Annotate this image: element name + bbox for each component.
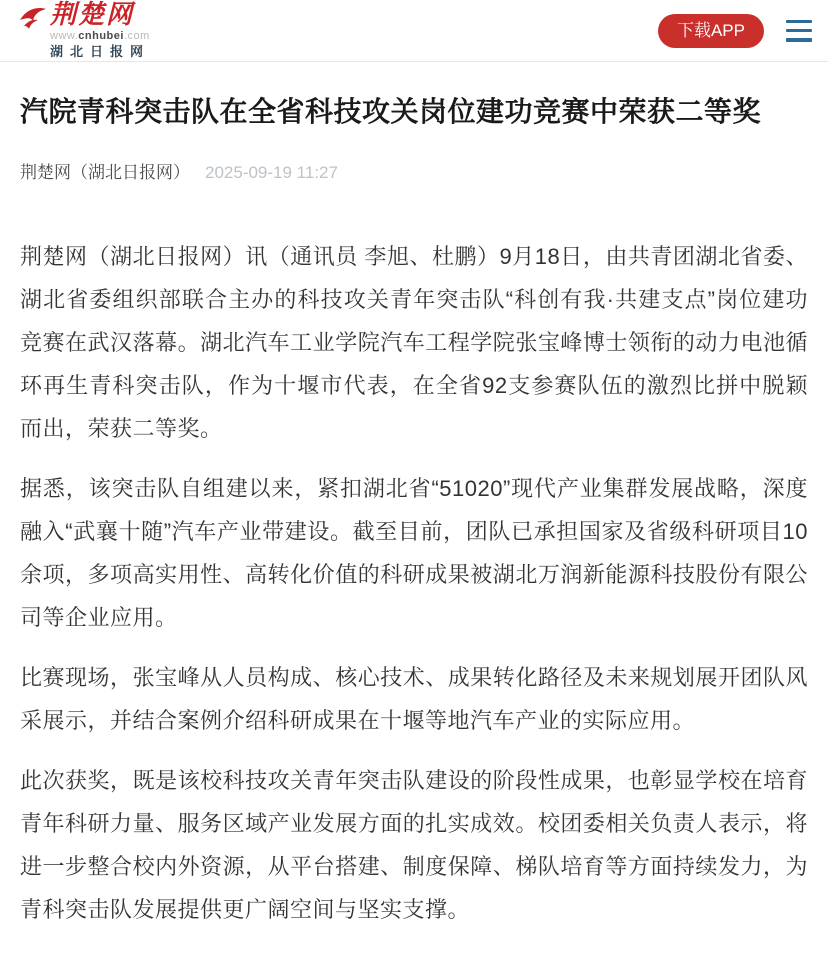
- site-logo[interactable]: [18, 2, 150, 59]
- logo-bird-icon: [18, 6, 48, 37]
- logo-url-domain: cnhubei: [78, 30, 124, 42]
- download-app-button[interactable]: 下载APP: [658, 14, 764, 48]
- article-timestamp: 2025-09-19 11:27: [205, 163, 338, 182]
- menu-bar: [786, 29, 812, 33]
- article-page: [0, 94, 828, 961]
- article-source: 荆楚网（湖北日报网）: [20, 163, 190, 182]
- logo-site-name: 荆楚网: [50, 0, 135, 30]
- article-paragraph: 此次获奖，既是该校科技攻关青年突击队建设的阶段性成果，也彰显学校在培育青年科研力量、服务区域产业发展方面的扎实成效。校团委相关负责人表示，将进一步整合校内外资源，从平台搭建、制度保障、梯队培育等方面持续发力，为青科突击队发展提供更广阔空间与坚实支撑。: [20, 768, 808, 922]
- logo-url-com: .com: [123, 30, 150, 42]
- article-paragraph: 据悉，该突击队自组建以来，紧扣湖北省“51020”现代产业集群发展战略，深度融入“武襄十随”汽车产业带建设。截至目前，团队已承担国家及省级科研项目10余项，多项高实用性、高转化价值的科研成果被湖北万润新能源科技股份有限公司等企业应用。: [20, 476, 808, 630]
- hamburger-menu-icon[interactable]: [786, 20, 812, 42]
- menu-bar: [786, 20, 812, 24]
- article-paragraph: 比赛现场，张宝峰从人员构成、核心技术、成果转化路径及未来规划展开团队风采展示，并结合案例介绍科研成果在十堰等地汽车产业的实际应用。: [20, 665, 808, 733]
- site-header: [0, 0, 828, 62]
- article-title: 汽院青科突击队在全省科技攻关岗位建功竞赛中荣获二等奖: [20, 96, 762, 127]
- article-body: [20, 235, 808, 931]
- logo-subtitle: 湖北日报网: [50, 44, 151, 59]
- article-byline: [20, 161, 808, 185]
- header-actions: [658, 14, 812, 48]
- menu-bar: [786, 38, 812, 42]
- logo-url-www: www.: [50, 30, 79, 42]
- article-paragraph: 荆楚网（湖北日报网）讯（通讯员 李旭、杜鹏）9月18日，由共青团湖北省委、湖北省委组织部联合主办的科技攻关青年突击队“科创有我·共建支点”岗位建功竞赛在武汉落幕。湖北汽车工业学院汽车工程学院张宝峰博士领衔的动力电池循环再生青科突击队，作为十堰市代表，在全省92支参赛队伍的激烈比拼中脱颖而出，荣获二等奖。: [20, 244, 808, 441]
- logo-url: [50, 30, 150, 43]
